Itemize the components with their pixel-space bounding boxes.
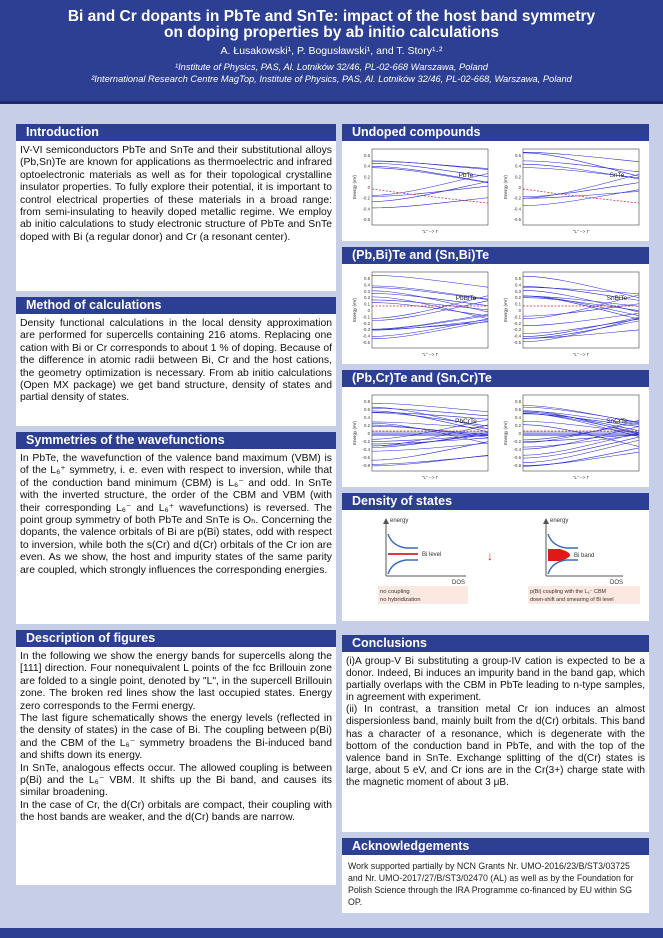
section-title-conclusions: Conclusions: [342, 635, 649, 652]
method-paragraph: Density functional calculations in the local density approximation are performed for supercells containing 216 atoms. Replacing one cation with Bi or Cr corresponds to about 1 % of doping. Because of the difference in atomic radii between Bi, Cr and the host cations, the geometry optimization is necessary. From ab initio calculations (Open MX package) we get band structure, density of states and partial density of states.: [20, 318, 332, 404]
band-plot-pbte: [348, 145, 492, 237]
band-plot-sncrte: [499, 391, 643, 483]
introduction-text: [16, 141, 336, 291]
figure-dos: [342, 510, 649, 621]
y-tick-label: 0.2: [364, 174, 370, 180]
y-tick-label: -0.4: [362, 206, 370, 212]
x-axis-label: "L" --> Γ: [421, 229, 439, 234]
section-title-acknowledgements: Acknowledgements: [342, 838, 649, 855]
y-tick-label: 0: [518, 308, 521, 313]
y-tick-label: 0.1: [364, 301, 370, 307]
band-plot-pbcrte: [348, 391, 492, 483]
y-tick-label: -0.4: [362, 333, 370, 339]
energy-label-right: energy: [550, 518, 569, 524]
y-tick-label: 0.4: [515, 163, 521, 169]
x-axis-label: "L" --> Γ: [572, 229, 590, 234]
y-tick-label: 0.2: [364, 423, 370, 428]
x-axis-label: "L" --> Γ: [421, 475, 439, 480]
compound-label: SnBiTe: [606, 295, 628, 302]
y-tick-label: -0.4: [513, 206, 521, 212]
section-title-symmetries: Symmetries of the wavefunctions: [16, 432, 336, 449]
energy-label-left: energy: [390, 518, 409, 524]
figure-bi: [342, 264, 649, 364]
figure-undoped: [342, 141, 649, 241]
band-plot-snbite: [499, 268, 643, 360]
y-tick-label: -0.4: [513, 333, 521, 339]
affiliation-2: ²International Research Centre MagTop, Institute of Physics, PAS, Al. Lotników 32/46, PL-02-668, Warszawa, Poland: [91, 74, 572, 84]
plot-frame: [523, 149, 639, 225]
section-title-description: Description of figures: [16, 630, 336, 647]
vbm-curve-right: [548, 560, 578, 574]
y-tick-label: 0.4: [515, 415, 521, 420]
y-axis-label: Energy (eV): [352, 420, 357, 446]
dos-label-left: DOS: [452, 580, 466, 586]
description-paragraph-2: The last figure schematically shows the energy levels (reflected in the density of states) in the case of Bi. The coupling between p(Bi) and the CBM of the L₆⁻ symmetry broadens the Bi-induced band and shifts down its energy.: [20, 713, 332, 762]
bi-level-label: Bi level: [422, 552, 442, 558]
y-tick-label: -0.3: [513, 327, 521, 333]
y-tick-label: 0.4: [364, 415, 370, 420]
introduction-paragraph: IV-VI semiconductors PbTe and SnTe and their substitutional alloys (Pb,Sn)Te are known for applications as thermoelectric and infrared optoelectronic materials as well as for their topological crystalline insulator properties. To fully explore their potential, it is important to control electrical properties of these materials in a broad range: from semi-insulating to heavily doped metallic regime. We employ ab initio calculations to study electronic structure of PbTe and SnTe doped with Bi (a regular donor) and Cr (a resonant center).: [20, 145, 332, 243]
y-tick-label: -0.5: [513, 340, 521, 345]
description-paragraph-1: In the following we show the energy bands for supercells along the [111] direction. Four nonequivalent L points of the fcc Brillouin zone are folded to a single point, denoted by "L", in the supercell Brillouin zone. The broken red lines show the last occupied states. Energy zero corresponds to the Fermi energy.: [20, 651, 332, 712]
y-tick-label: -0.2: [362, 439, 370, 444]
cbm-curve-right: [548, 534, 578, 548]
cbm-curve-left: [388, 534, 418, 548]
symmetries-paragraph: In PbTe, the wavefunction of the valence band maximum (VBM) is of the L₆⁺ symmetry, i. e. even with respect to inversion, while that of the conduction band minimum (CBM) is L₆⁻ and odd. In SnTe with the inverted structure, the order of the CBM and VBM (with their corresponding L₆⁻ and L₆⁺ wavefunctions) is reversed. The point group symmetry of both PbTe and SnTe is Oₕ. Concerning the dopants, the valence orbitals of Bi are p(Bi) states, odd with respect to inversion, while both the s(Cr) and d(Cr) orbitals of the Cr ion are even. As we show, the host and impurity states of the same parity are coupled, which strongly influences the corresponding energies.: [20, 453, 332, 576]
y-axis-label: Energy (eV): [352, 297, 357, 323]
dos-label-right: DOS: [610, 580, 624, 586]
dos-schematic: [348, 516, 643, 610]
y-tick-label: 0.4: [364, 282, 370, 288]
section-title-dos: Density of states: [342, 493, 649, 510]
bi-band-label: Bi band: [574, 553, 595, 559]
y-tick-label: -0.4: [513, 447, 521, 452]
x-axis-label: "L" --> Γ: [572, 475, 590, 480]
method-text: [16, 314, 336, 426]
poster-header: [0, 0, 663, 104]
poster-footer: [0, 928, 663, 938]
caption-left-line1: no coupling: [380, 589, 410, 595]
figure-cr: [342, 387, 649, 487]
y-tick-label: 0.8: [364, 399, 370, 404]
y-tick-label: 0.2: [515, 174, 521, 180]
y-tick-label: -0.8: [513, 463, 521, 468]
compound-label: PbTe: [458, 172, 474, 179]
y-tick-label: 0.5: [364, 276, 370, 281]
y-tick-label: 0: [518, 431, 521, 436]
symmetries-text: [16, 449, 336, 624]
y-tick-label: -0.6: [513, 455, 521, 460]
description-text: [16, 647, 336, 885]
compound-label: PbCrTe: [455, 418, 477, 425]
y-tick-label: 0: [518, 185, 521, 190]
poster-title: [0, 0, 663, 41]
down-arrow-icon: ↓: [487, 549, 493, 563]
y-tick-label: -0.8: [362, 463, 370, 468]
caption-right-line1: p(Bi) coupling with the L₆⁻ CBM: [530, 589, 607, 595]
y-tick-label: -0.5: [362, 340, 370, 345]
y-tick-label: 0.3: [364, 288, 370, 294]
y-tick-label: 0.6: [364, 153, 370, 158]
y-tick-label: -0.6: [513, 217, 521, 222]
band-plot-snte: [499, 145, 643, 237]
caption-left-line2: no hybridization: [380, 597, 421, 603]
y-tick-label: -0.4: [362, 447, 370, 452]
y-axis-label: Energy (eV): [503, 297, 508, 323]
y-tick-label: -0.2: [362, 195, 370, 201]
y-tick-label: 0.4: [364, 163, 370, 169]
y-tick-label: -0.2: [513, 320, 521, 326]
y-tick-label: 0.2: [515, 295, 521, 301]
y-tick-label: -0.3: [362, 327, 370, 333]
y-tick-label: 0.2: [364, 295, 370, 301]
title-line-1: Bi and Cr dopants in PbTe and SnTe: impact of the host band symmetry: [67, 8, 596, 25]
y-tick-label: 0.1: [515, 301, 521, 307]
x-axis-label: "L" --> Γ: [421, 352, 439, 357]
section-title-cr: (Pb,Cr)Te and (Sn,Cr)Te: [342, 370, 649, 387]
title-line-2: on doping properties by ab initio calculations: [164, 24, 499, 41]
conclusions-paragraph-2: (ii) In contrast, a transition metal Cr ion induces an almost dispersionless band, mainly built from the d(Cr) orbitals. This band has a character of a resonance, which is degenerate with the bottom of the conduction band in PbTe, and with the top of the valence band in SnTe. Exchange splitting of the d(Cr) states is large, about 5 eV, and Cr ions are in the Cr(3+) charge state with the magnetic moment of about 3 μB.: [346, 704, 645, 788]
authors: A. Łusakowski¹, P. Bogusławski¹, and T. Story¹·²: [220, 45, 443, 57]
compound-label: SnCrTe: [606, 418, 628, 425]
affiliation-1: ¹Institute of Physics, PAS, Al. Lotników 32/46, PL-02-668 Warszawa, Poland: [175, 62, 488, 72]
caption-right-line2: down-shift and smearing of Bi level: [530, 597, 614, 603]
right-column: [342, 124, 649, 913]
y-tick-label: -0.2: [513, 439, 521, 444]
y-tick-label: 0: [367, 308, 370, 313]
y-tick-label: 0.4: [515, 282, 521, 288]
bi-band-shape: [548, 549, 570, 561]
y-tick-label: -0.1: [362, 314, 370, 320]
left-column: [16, 124, 336, 885]
compound-label: SnTe: [609, 172, 625, 179]
compound-label: PbBiTe: [455, 295, 477, 302]
vbm-curve-left: [388, 560, 418, 574]
description-paragraph-4: In the case of Cr, the d(Cr) orbitals are compact, their coupling with the host bands are weaker, and the d(Cr) bands are narrow.: [20, 799, 332, 824]
y-axis-label: Energy (eV): [503, 174, 508, 200]
band-plot-pbbite: [348, 268, 492, 360]
conclusions-text: [342, 652, 649, 832]
y-tick-label: 0: [367, 185, 370, 190]
y-tick-label: 0.6: [515, 407, 521, 412]
description-paragraph-3: In SnTe, analogous effects occur. The allowed coupling is between p(Bi) and the L₆⁻ VBM. It shifts up the Bi band, and causes its similar broadening.: [20, 762, 332, 799]
x-axis-label: "L" --> Γ: [572, 352, 590, 357]
y-tick-label: 0: [367, 431, 370, 436]
y-tick-label: -0.6: [362, 455, 370, 460]
section-title-undoped: Undoped compounds: [342, 124, 649, 141]
acknowledgements-text: Work supported partially by NCN Grants Nr. UMO-2016/23/B/ST3/03725 and Nr. UMO-2017/27/B/ST3/02470 (AL) as well as by the Foundation for Polish Science through the IRA Programme co-financed by EU within SG OP.: [342, 855, 649, 913]
y-axis-label: Energy (eV): [503, 420, 508, 446]
y-axis-label: Energy (eV): [352, 174, 357, 200]
y-tick-label: -0.6: [362, 217, 370, 222]
section-title-introduction: Introduction: [16, 124, 336, 141]
conclusions-paragraph-1: (i)A group-V Bi substituting a group-IV cation is expected to be a donor. Indeed, Bi induces an impurity band in the band gap, which partially overlaps with the CBM in PbTe leading to n-type samples, in agreement with experiment.: [346, 656, 645, 704]
y-tick-label: -0.2: [362, 320, 370, 326]
y-tick-label: -0.1: [513, 314, 521, 320]
y-tick-label: 0.2: [515, 423, 521, 428]
y-tick-label: 0.6: [515, 153, 521, 158]
y-tick-label: 0.8: [515, 399, 521, 404]
section-title-bi: (Pb,Bi)Te and (Sn,Bi)Te: [342, 247, 649, 264]
y-tick-label: 0.6: [364, 407, 370, 412]
y-tick-label: -0.2: [513, 195, 521, 201]
section-title-method: Method of calculations: [16, 297, 336, 314]
y-tick-label: 0.5: [515, 276, 521, 281]
y-tick-label: 0.3: [515, 288, 521, 294]
